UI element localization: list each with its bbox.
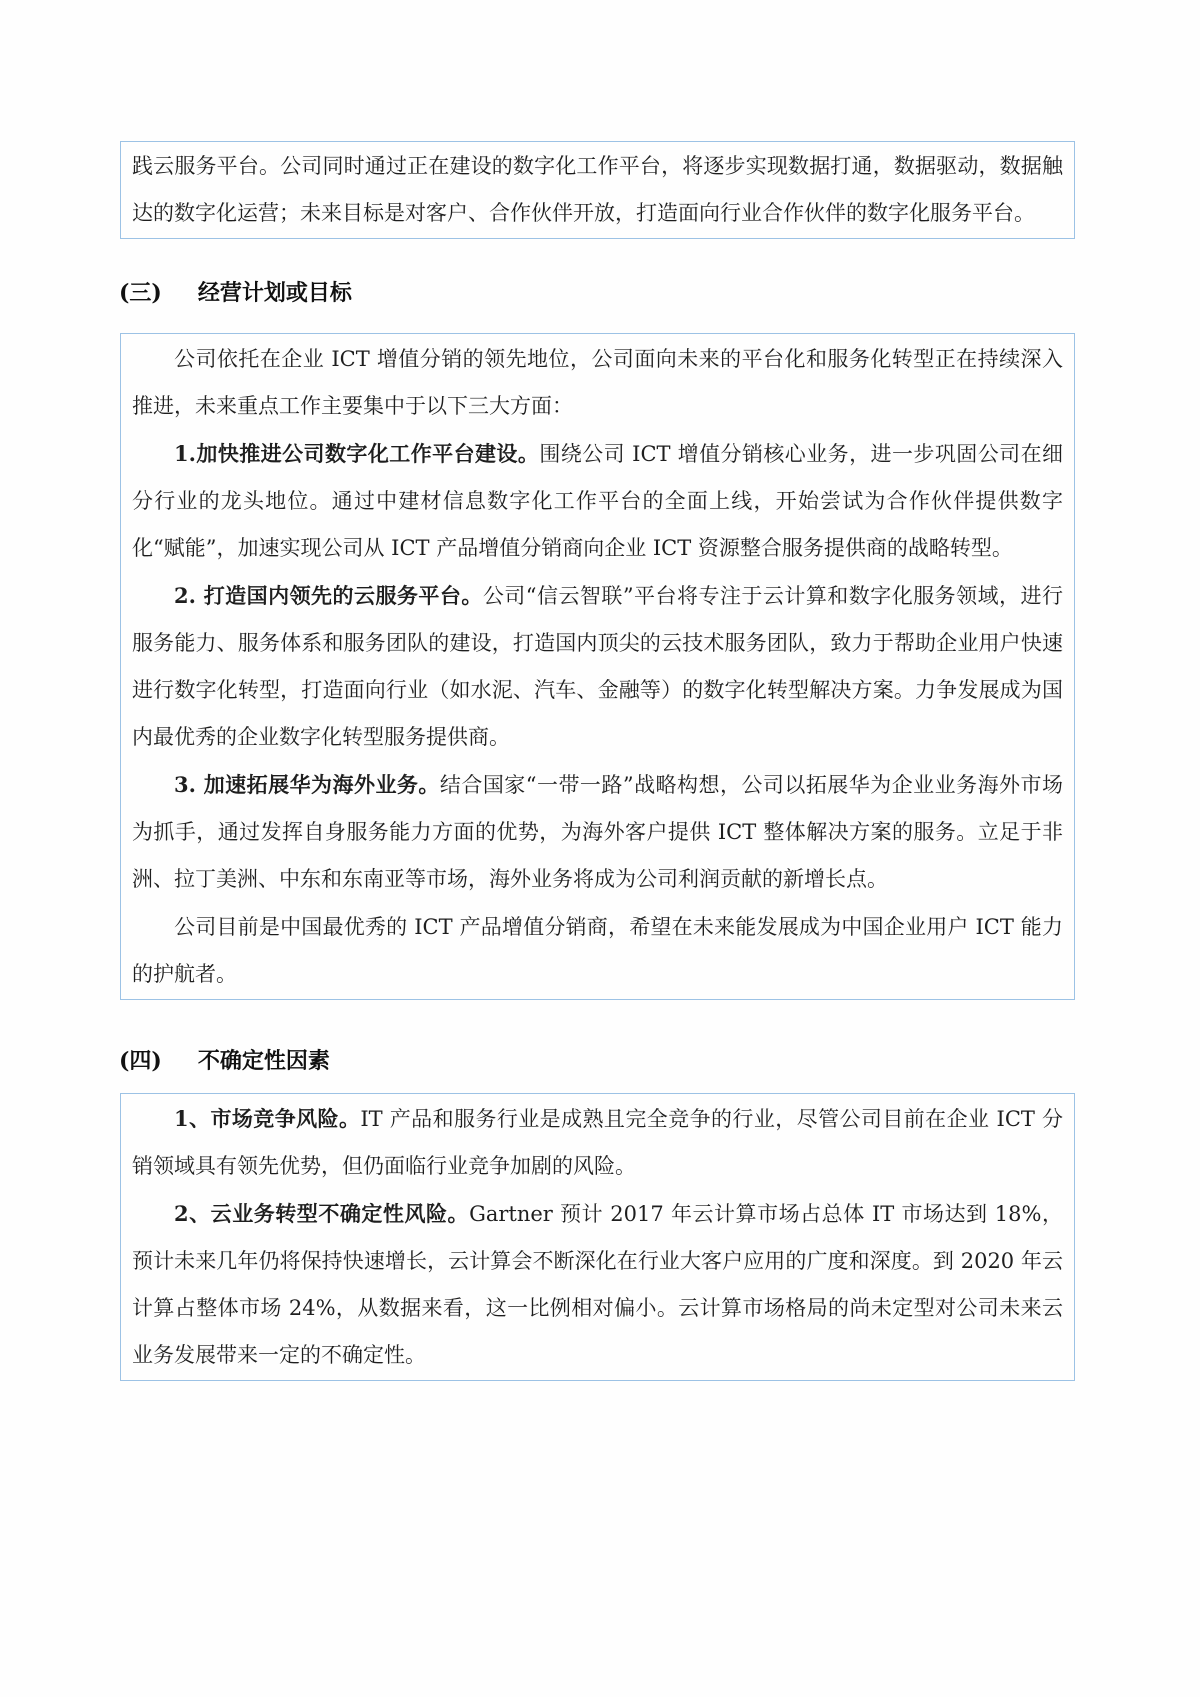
section-heading-uncertainty [119, 1046, 330, 1076]
paragraph [132, 1095, 1063, 1190]
paragraph [132, 430, 1063, 572]
paragraph-lead: 1.加快推进公司数字化工作平台建设。 [174, 441, 540, 466]
uncertainty-text-box [120, 1093, 1075, 1381]
paragraph-body: 公司依托在企业 ICT 增值分销的领先地位，公司面向未来的平台化和服务化转型正在持续深入推进，未来重点工作主要集中于以下三大方面： [132, 347, 1063, 418]
plan-text-box [120, 333, 1075, 1000]
paragraph-lead: 2、云业务转型不确定性风险。 [174, 1201, 470, 1226]
continuation-text-box [120, 141, 1075, 239]
section-title: 不确定性因素 [197, 1048, 330, 1074]
paragraph [132, 335, 1063, 430]
paragraph [132, 572, 1063, 761]
paragraph [132, 1190, 1063, 1379]
section-heading-plan [119, 278, 352, 308]
paragraph [132, 903, 1063, 998]
paragraph-body: Gartner 预计 2017 年云计算市场占总体 IT 市场达到 18%，预计未来几年仍将保持快速增长，云计算会不断深化在行业大客户应用的广度和深度。到 2020 年云计算占整体市场 24%，从数据来看，这一比例相对偏小。云计算市场格局的尚未定型对公司未来云业务发展带来一定的不确定性。 [132, 1202, 1063, 1367]
section-title: 经营计划或目标 [197, 280, 352, 306]
paragraph-body: 公司目前是中国最优秀的 ICT 产品增值分销商，希望在未来能发展成为中国企业用户 ICT 能力的护航者。 [132, 915, 1063, 986]
paragraph-lead: 3. 加速拓展华为海外业务。 [174, 772, 440, 797]
paragraph-lead: 1、市场竞争风险。 [174, 1106, 361, 1131]
continuation-paragraph: 践云服务平台。公司同时通过正在建设的数字化工作平台，将逐步实现数据打通，数据驱动，数据触达的数字化运营；未来目标是对客户、合作伙伴开放，打造面向行业合作伙伴的数字化服务平台。 [132, 154, 1063, 225]
paragraph-body: 围绕公司 ICT 增值分销核心业务，进一步巩固公司在细分行业的龙头地位。通过中建材信息数字化工作平台的全面上线，开始尝试为合作伙伴提供数字化“赋能”，加速实现公司从 ICT 产品增值分销商向企业 ICT 资源整合服务提供商的战略转型。 [132, 442, 1064, 560]
section-number: (三) [119, 280, 162, 306]
paragraph-body: 公司“信云智联”平台将专注于云计算和数字化服务领域，进行服务能力、服务体系和服务团队的建设，打造国内顶尖的云技术服务团队，致力于帮助企业用户快速进行数字化转型，打造面向行业（如水泥、汽车、金融等）的数字化转型解决方案。力争发展成为国内最优秀的企业数字化转型服务提供商。 [132, 584, 1063, 749]
paragraph-body: IT 产品和服务行业是成熟且完全竞争的行业，尽管公司目前在企业 ICT 分销领域具有领先优势，但仍面临行业竞争加剧的风险。 [132, 1107, 1063, 1178]
paragraph [132, 761, 1063, 903]
section-number: (四) [119, 1048, 162, 1074]
paragraph-lead: 2. 打造国内领先的云服务平台。 [174, 583, 483, 608]
paragraph-body: 结合国家“一带一路”战略构想，公司以拓展华为企业业务海外市场为抓手，通过发挥自身服务能力方面的优势，为海外客户提供 ICT 整体解决方案的服务。立足于非洲、拉丁美洲、中东和东南亚等市场，海外业务将成为公司利润贡献的新增长点。 [132, 773, 1063, 891]
